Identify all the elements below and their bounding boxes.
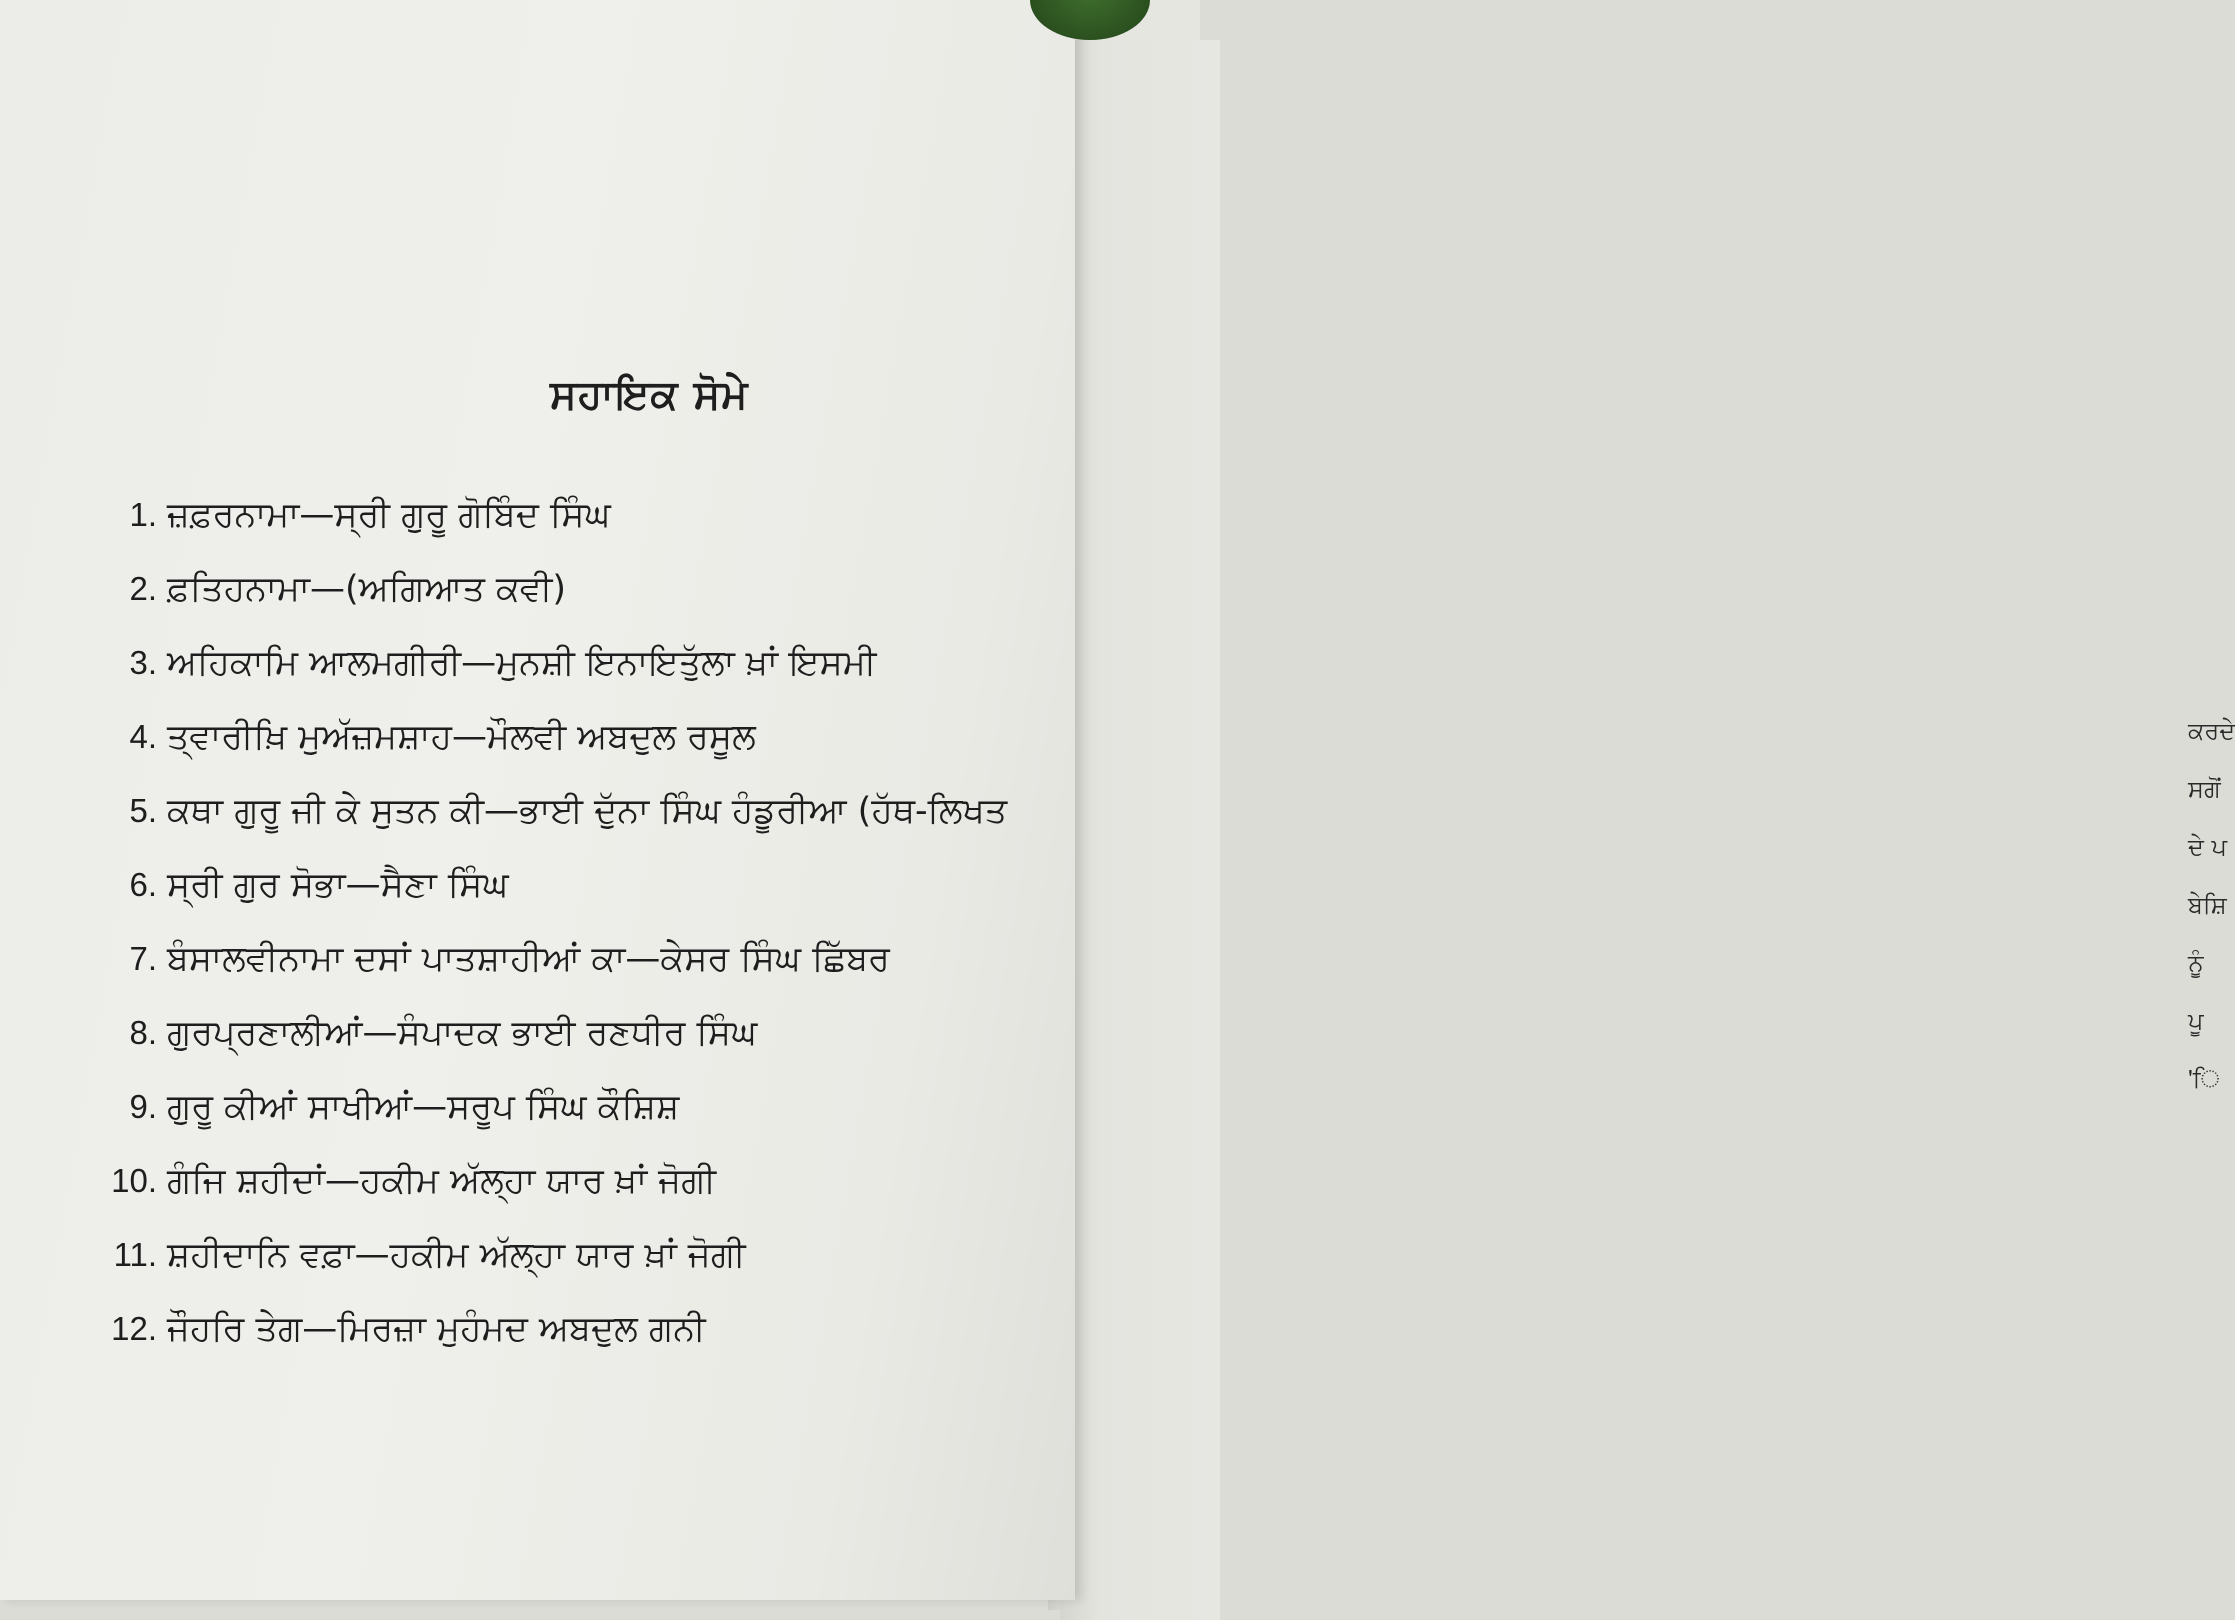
reference-text: ਜ਼ਫ਼ਰਨਾਮਾ—ਸ੍ਰੀ ਗੁਰੂ ਗੋਬਿੰਦ ਸਿੰਘ bbox=[167, 495, 611, 535]
reference-number: 10. bbox=[111, 1162, 157, 1199]
reference-text: ਸ਼ਹੀਦਾਨਿ ਵਫ਼ਾ—ਹਕੀਮ ਅੱਲ੍ਹਾ ਯਾਰ ਖ਼ਾਂ ਜੋਗੀ bbox=[167, 1235, 746, 1275]
next-page-word: ਸਗੋਂ bbox=[2188, 775, 2221, 803]
reference-text: ਬੰਸਾਲਵੀਨਾਮਾ ਦਸਾਂ ਪਾਤਸ਼ਾਹੀਆਂ ਕਾ—ਕੇਸਰ ਸਿੰਘ ਛਿੱਬਰ bbox=[167, 939, 890, 979]
reference-number: 4. bbox=[129, 718, 157, 755]
reference-item bbox=[85, 996, 1075, 1070]
reference-text: ਫ਼ਤਿਹਨਾਮਾ—(ਅਗਿਆਤ ਕਵੀ) bbox=[167, 569, 567, 609]
reference-item bbox=[85, 848, 1075, 922]
reference-item bbox=[85, 1070, 1075, 1144]
reference-number: 8. bbox=[129, 1014, 157, 1051]
reference-text: ਜੌਹਰਿ ਤੇਗ—ਮਿਰਜ਼ਾ ਮੁਹੰਮਦ ਅਬਦੁਲ ਗਨੀ bbox=[167, 1309, 706, 1349]
reference-number: 1. bbox=[129, 496, 157, 533]
reference-text: ਅਹਿਕਾਮਿ ਆਲਮਗੀਰੀ—ਮੁਨਸ਼ੀ ਇਨਾਇਤੁੱਲਾ ਖ਼ਾਂ ਇਸਮੀ bbox=[167, 643, 877, 683]
next-page-word: ਪੂ bbox=[2188, 1007, 2204, 1035]
reference-number: 7. bbox=[129, 940, 157, 977]
next-page bbox=[1060, 40, 2235, 1620]
next-page-word: ਨੂੰ bbox=[2188, 949, 2204, 977]
reference-number: 9. bbox=[129, 1088, 157, 1125]
reference-item bbox=[85, 700, 1075, 774]
reference-number: 11. bbox=[113, 1236, 157, 1273]
reference-text: ਗੰਜਿ ਸ਼ਹੀਦਾਂ—ਹਕੀਮ ਅੱਲ੍ਹਾ ਯਾਰ ਖ਼ਾਂ ਜੋਗੀ bbox=[167, 1161, 717, 1201]
reference-text: ਸ੍ਰੀ ਗੁਰ ਸੋਭਾ—ਸੈਣਾ ਸਿੰਘ bbox=[167, 865, 509, 905]
page-heading: ਸਹਾਇਕ ਸੋਮੇ bbox=[550, 372, 749, 418]
reference-number: 5. bbox=[129, 792, 157, 829]
reference-item bbox=[85, 626, 1075, 700]
next-page-word: ਦੇ ਪ bbox=[2188, 833, 2227, 861]
reference-item bbox=[85, 1218, 1075, 1292]
book-page bbox=[0, 0, 1075, 1600]
reference-number: 6. bbox=[129, 866, 157, 903]
reference-item bbox=[85, 1292, 1075, 1366]
next-page-word: 'ਿ bbox=[2188, 1065, 2220, 1093]
reference-text: ਤ੍ਵਾਰੀਖ਼ਿ ਮੁਅੱਜ਼ਮਸ਼ਾਹ—ਮੌਲਵੀ ਅਬਦੁਲ ਰਸੂਲ bbox=[167, 717, 756, 757]
reference-list bbox=[85, 478, 1075, 1366]
reference-item bbox=[85, 922, 1075, 996]
reference-text: ਗੁਰਪ੍ਰਣਾਲੀਆਂ—ਸੰਪਾਦਕ ਭਾਈ ਰਣਧੀਰ ਸਿੰਘ bbox=[167, 1013, 758, 1053]
reference-number: 12. bbox=[111, 1310, 157, 1347]
reference-item bbox=[85, 478, 1075, 552]
reference-item bbox=[85, 552, 1075, 626]
reference-text: ਗੁਰੂ ਕੀਆਂ ਸਾਖੀਆਂ—ਸਰੂਪ ਸਿੰਘ ਕੌਸ਼ਿਸ਼ bbox=[167, 1087, 680, 1127]
reference-number: 2. bbox=[129, 570, 157, 607]
next-page-word: ਕਰਦੇ bbox=[2188, 717, 2235, 745]
next-page-word: ਬੇਸ਼ਿ bbox=[2188, 891, 2227, 919]
next-page-text bbox=[2188, 702, 2235, 1108]
reference-item bbox=[85, 774, 1075, 848]
reference-number: 3. bbox=[129, 644, 157, 681]
reference-item bbox=[85, 1144, 1075, 1218]
reference-text: ਕਥਾ ਗੁਰੂ ਜੀ ਕੇ ਸੁਤਨ ਕੀ—ਭਾਈ ਦੁੱਨਾ ਸਿੰਘ ਹੰਡੂਰੀਆ (ਹੱਥ-ਲਿਖਤ bbox=[167, 791, 1008, 831]
